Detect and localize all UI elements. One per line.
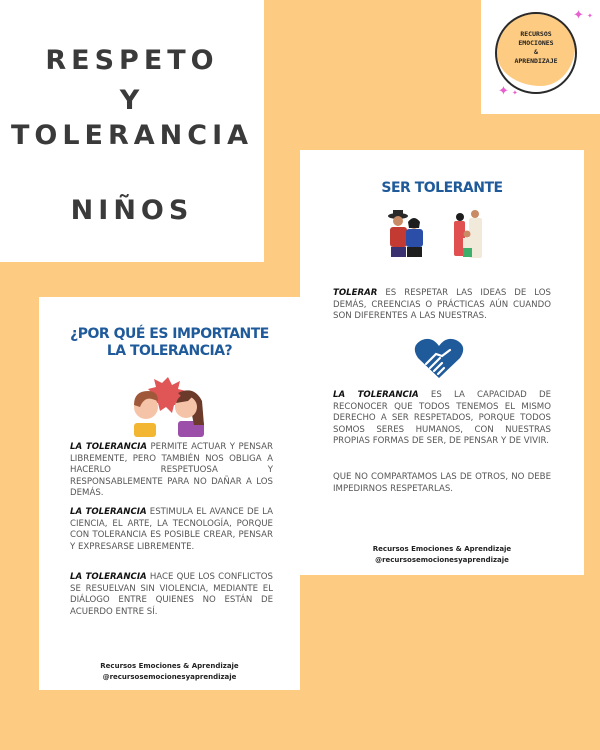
paragraph — [333, 288, 551, 323]
paragraph-text: ES RESPETAR LAS IDEAS DE LOS DEMÁS, CREENCIAS O PRÁCTICAS AÚN CUANDO SON DIFERENTES A LAS NUESTRAS. — [333, 288, 551, 322]
sparkle-icon: ✦ — [587, 13, 593, 20]
paragraph-text: ES LA CAPACIDAD DE RECONOCER QUE TODOS TENEMOS EL MISMO DERECHO A SER RESPETADOS, PORQUE TODOS SOMOS SERES HUMANOS, CON NUESTRAS PROPIAS FORMAS DE SER, DE PENSAR Y DE VIVIR. — [333, 390, 552, 447]
logo-line-4: APRENDIZAJE — [514, 57, 558, 65]
card-why-tolerance — [39, 297, 300, 690]
logo-line-2: EMOCIONES — [518, 39, 554, 47]
sparkle-icon: ✦ — [512, 90, 518, 97]
paragraph-text: QUE NO COMPARTAMOS LAS DE OTROS, NO DEBE IMPEDIRNOS RESPETARLAS. — [333, 472, 551, 494]
diverse-people-illustration — [388, 208, 498, 268]
card-footer — [39, 661, 300, 683]
paragraph-bold: LA TOLERANCIA — [70, 507, 147, 517]
logo-panel — [481, 0, 600, 114]
logo-line-1: RECURSOS — [520, 30, 552, 38]
paragraph — [333, 390, 551, 448]
arguing-kids-illustration — [128, 375, 208, 437]
paragraph — [333, 472, 551, 495]
paragraph-text: PERMITE ACTUAR Y PENSAR LIBREMENTE, PERO TAMBIÉN NOS OBLIGA A HACERLO RESPETUOSA Y RESPONSABLEMENTE PARA NO DAÑAR A LOS DEMÁS. — [70, 442, 273, 499]
card-be-tolerant — [300, 150, 584, 575]
paragraph — [70, 572, 273, 618]
logo-line-3: & — [534, 48, 538, 56]
paragraph-text: ESTIMULA EL AVANCE DE LA CIENCIA, EL ARTE, LA TECNOLOGÍA, PORQUE CON TOLERANCIA ES POSIBLE CREAR, PENSAR Y EXPRESARSE LIBREMENTE. — [70, 507, 274, 552]
paragraph-bold: TOLERAR — [333, 288, 378, 298]
card-footer — [300, 544, 584, 566]
title-tolerancia: TOLERANCIA — [10, 120, 254, 151]
paragraph — [70, 507, 273, 553]
logo-text — [495, 30, 577, 66]
footer-brand: Recursos Emociones & Aprendizaje — [100, 662, 239, 670]
sparkle-icon: ✦ — [498, 83, 509, 98]
footer-brand: Recursos Emociones & Aprendizaje — [372, 545, 512, 553]
paragraph-bold: LA TOLERANCIA — [70, 442, 147, 452]
card-title — [39, 326, 300, 360]
card-title-line-2: LA TOLERANCIA? — [106, 343, 233, 359]
title-respeto: RESPETO — [45, 45, 219, 76]
title-panel — [0, 0, 264, 262]
title-y: Y — [119, 85, 145, 116]
paragraph — [70, 442, 273, 500]
title-ninos: NIÑOS — [70, 195, 194, 226]
sparkle-icon: ✦ — [573, 7, 584, 22]
footer-handle: @recursosemocionesyaprendizaje — [375, 556, 509, 564]
paragraph-bold: LA TOLERANCIA — [70, 572, 147, 582]
card-title-line-1: ¿POR QUÉ ES IMPORTANTE — [70, 326, 269, 342]
card-title: SER TOLERANTE — [381, 180, 503, 196]
paragraph-bold: LA TOLERANCIA — [333, 390, 419, 400]
paragraph-text: HACE QUE LOS CONFLICTOS SE RESUELVAN SIN VIOLENCIA, MEDIANTE EL DIÁLOGO ENTRE QUIENES NO ESTÁN DE ACUERDO ENTRE SÍ. — [70, 572, 273, 617]
footer-handle: @recursosemocionesyaprendizaje — [102, 673, 237, 681]
heart-handshake-icon — [414, 338, 464, 380]
